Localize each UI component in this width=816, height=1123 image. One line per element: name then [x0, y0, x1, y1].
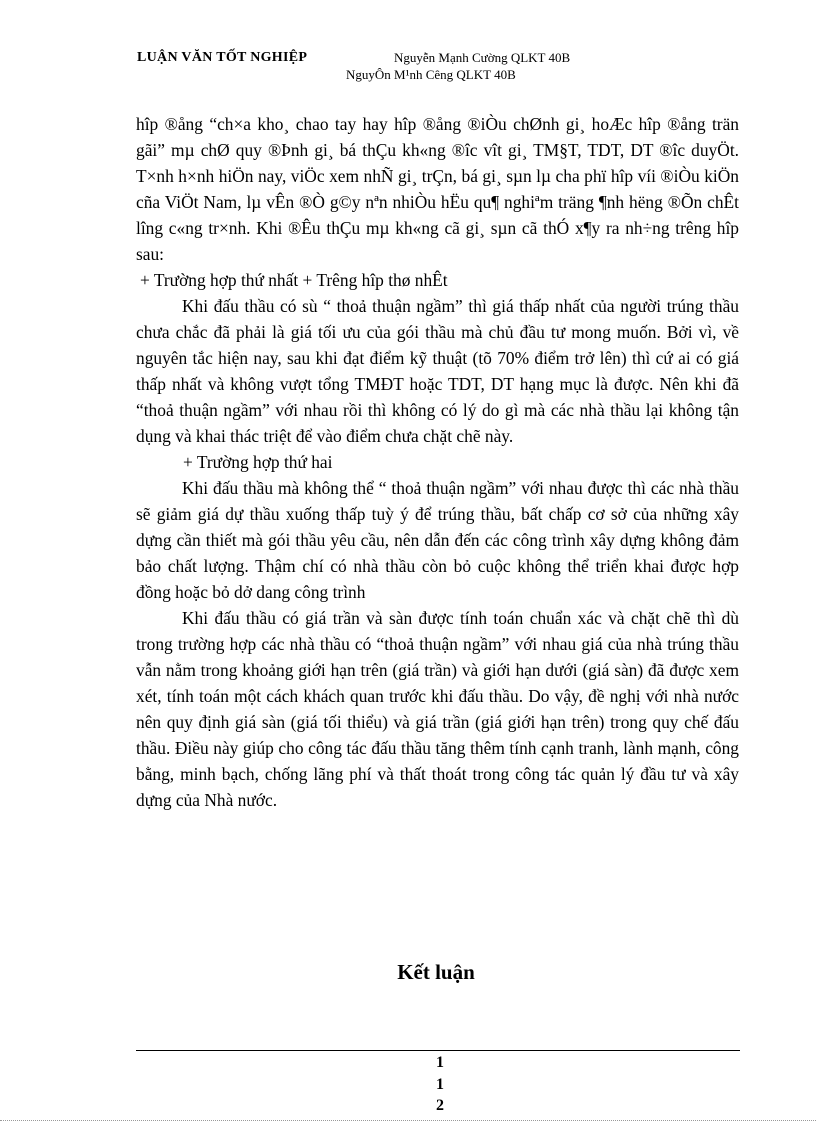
case-one-heading: + Trường hợp thứ nhất + Trêng hîp thø nhÊt	[140, 270, 448, 290]
section-title: Kết luận	[397, 960, 475, 984]
page-number-digit: 2	[436, 1097, 444, 1114]
paragraph-1: hîp ®ång “ch×a kho¸ chao tay hay hîp ®ång ®iÒu chØnh gi¸ hoÆc hîp ®ång trän gãi” mµ chØ quy ®Þnh gi¸ bá thÇu kh«ng ®îc vît gi¸ TM§T, TDT, DT ®îc duyÖt. T×nh h×nh hiÖn nay, viÖc xem nhÑ gi¸ trÇn, bá gi¸ sµn lµ cha phï hîp víi ®iÒu kiÖn cña ViÖt Nam, lµ vÊn ®Ò g©y nªn nhiÒu hËu qu¶ nghiªm träng ¶nh hëng ®Õn chÊt lîng c«ng tr×nh. Khi ®Êu thÇu mµ kh«ng cã gi¸ sµn cã thÓ x¶y ra nh÷ng trêng hîp sau:	[136, 114, 739, 264]
header-thesis-label: LUẬN VĂN TỐT NGHIỆP	[137, 50, 308, 65]
paragraph-4: Khi đấu thầu có giá trần và sàn được tính toán chuẩn xác và chặt chẽ thì dù trong trường hợp các nhà thầu có “thoả thuận ngầm” với nhau giá của nhà trúng thầu vẫn nằm trong khoảng giới hạn trên (giá trần) và giới hạn dưới (giá sàn) đã được xem xét, tính toán một cách khách quan trước khi đấu thầu. Do vậy, đề nghị với nhà nước nên quy định giá sàn (giá tối thiểu) và giá trần (giá giới hạn trên) trong quy chế đấu thầu. Điều này giúp cho công tác đấu thầu tăng thêm tính cạnh tranh, lành mạnh, công bằng, minh bạch, chống lãng phí và thất thoát trong công tác quản lý đầu tư và xây dựng của Nhà nước.	[136, 608, 739, 810]
paragraph-2: Khi đấu thầu có sù “ thoả thuận ngầm” thì giá thấp nhất của người trúng thầu chưa chắc đã phải là giá tối ưu của gói thầu mà chủ đầu tư mong muốn. Bởi vì, về nguyên tắc hiện nay, sau khi đạt điểm kỹ thuật (tõ 70% điểm trở lên) thì cứ ai có giá thấp nhất và không vượt tổng TMĐT hoặc TDT, DT hạng mục là được. Nên khi đã “thoả thuận ngầm” với nhau rồi thì không có lý do gì mà các nhà thầu lại không tận dụng và khai thác triệt để vào điểm chưa chặt chẽ này.	[136, 296, 739, 446]
header-author-line-2: NguyÔn M¹nh Cêng QLKT 40B	[346, 67, 516, 82]
page-number-digit: 1	[436, 1076, 444, 1093]
document-body	[136, 111, 739, 813]
case-two-heading: + Trường hợp thứ hai	[183, 452, 333, 472]
page-edge-divider	[0, 1120, 816, 1121]
paragraph-3: Khi đấu thầu mà không thể “ thoả thuận ngầm” với nhau được thì các nhà thầu sẽ giảm giá dự thầu xuống thấp tuỳ ý để trúng thầu, bất chấp cơ sở của những xây dựng cần thiết mà gói thầu yêu cầu, nên dẫn đến các công trình xây dựng không đảm bảo chất lượng. Thậm chí có nhà thầu còn bỏ cuộc không thể triển khai được hợp đồng hoặc bỏ dở dang công trình	[136, 478, 739, 602]
footer-rule	[136, 1050, 740, 1051]
header-author	[346, 49, 646, 83]
header-author-line-1: Nguyễn Mạnh Cường QLKT 40B	[394, 50, 571, 65]
page-number-digit: 1	[436, 1054, 444, 1071]
